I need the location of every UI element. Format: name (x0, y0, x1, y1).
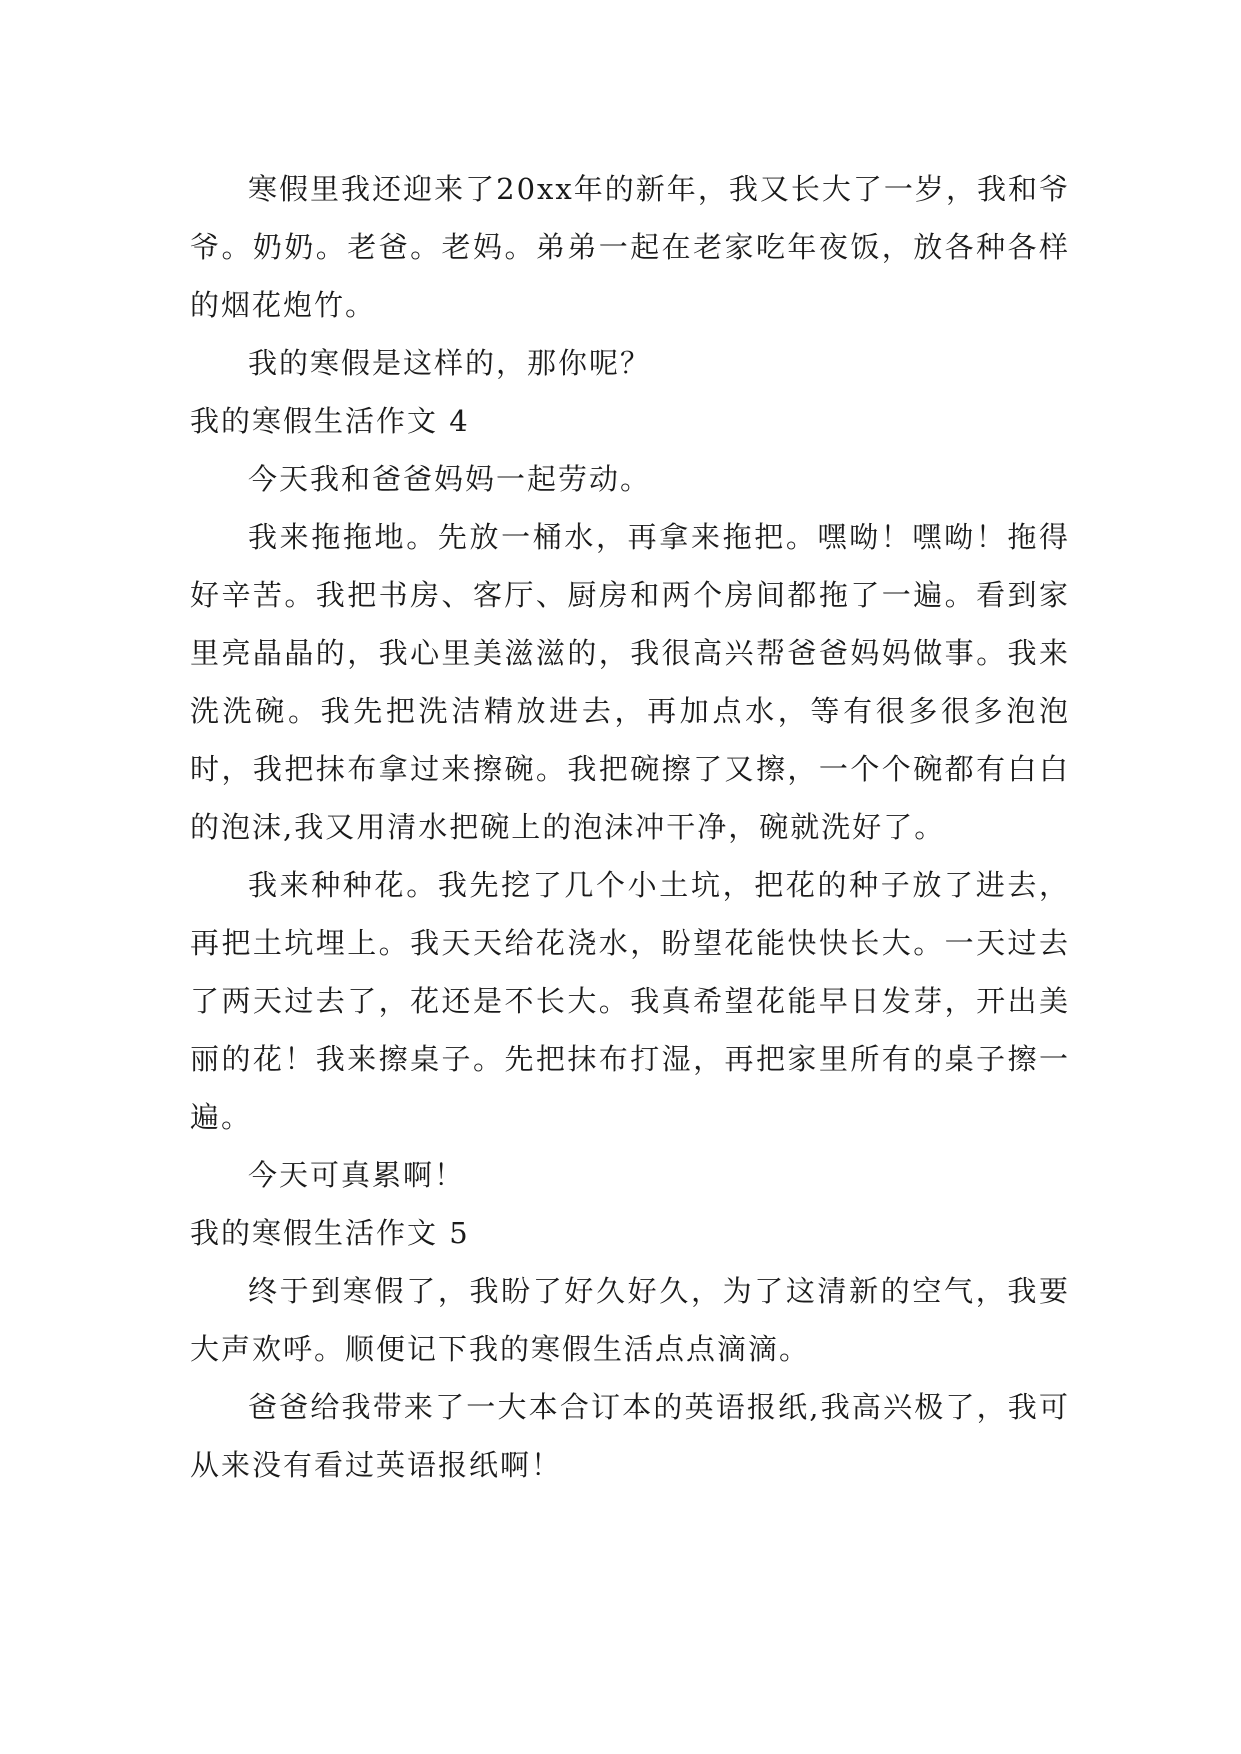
paragraph-tired: 今天可真累啊！ (248, 1158, 466, 1192)
paragraph-planting: 我来种种花。我先挖了几个小土坑，把花的种子放了进去，再把土坑埋上。我天天给花浇水，盼望花能快快长大。一天过去了两天过去了，花还是不长大。我真希望花能早日发芽，开出美丽的花！我来擦桌子。先把抹布打湿，再把家里所有的桌子擦一遍。 (190, 868, 1070, 1134)
document-body (190, 160, 1070, 1494)
essay-heading-5: 我的寒假生活作文 5 (190, 1216, 470, 1250)
paragraph-english-newspaper: 爸爸给我带来了一大本合订本的英语报纸,我高兴极了，我可从来没有看过英语报纸啊！ (190, 1390, 1070, 1482)
paragraph-labor-intro: 今天我和爸爸妈妈一起劳动。 (248, 462, 652, 496)
paragraph-winter-break-start: 终于到寒假了，我盼了好久好久，为了这清新的空气，我要大声欢呼。顺便记下我的寒假生活点点滴滴。 (190, 1274, 1070, 1366)
paragraph-new-year: 寒假里我还迎来了20xx年的新年，我又长大了一岁，我和爷爷。奶奶。老爸。老妈。弟弟一起在老家吃年夜饭，放各种各样的烟花炮竹。 (190, 172, 1070, 322)
essay-heading-4: 我的寒假生活作文 4 (190, 404, 470, 438)
paragraph-question: 我的寒假是这样的，那你呢？ (248, 346, 652, 380)
paragraph-mopping-dishes: 我来拖拖地。先放一桶水，再拿来拖把。嘿呦！嘿呦！拖得好辛苦。我把书房、客厅、厨房和两个房间都拖了一遍。看到家里亮晶晶的，我心里美滋滋的，我很高兴帮爸爸妈妈做事。我来洗洗碗。我先把洗洁精放进去，再加点水，等有很多很多泡泡时，我把抹布拿过来擦碗。我把碗擦了又擦，一个个碗都有白白的泡沫,我又用清水把碗上的泡沫冲干净，碗就洗好了。 (190, 520, 1070, 844)
